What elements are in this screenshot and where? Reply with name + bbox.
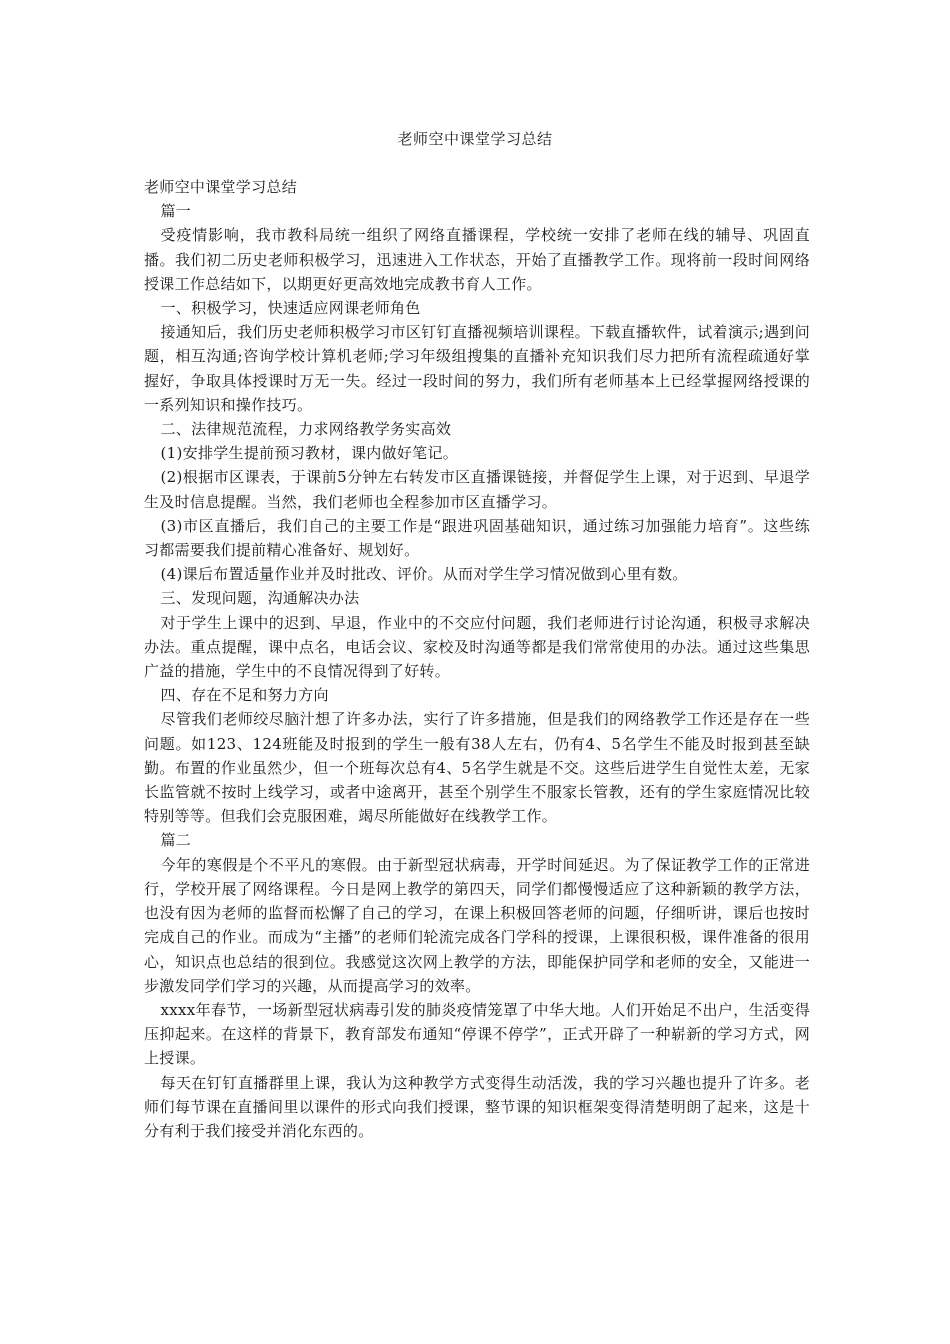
subheading: 一、积极学习，快速适应网课老师角色 bbox=[160, 299, 421, 318]
paragraph: 今年的寒假是个不平凡的寒假。由于新型冠状病毒，开学时间延迟。为了保证教学工作的正常进行，学校开展了网络课程。今日是网上教学的第四天，同学们都慢慢适应了这种新颖的教学方法，也没有因为老师的监督而松懈了自己的学习，在课上积极回答老师的问题，仔细听讲，课后也按时完成自己的作业。而成为“主播”的老师们轮流完成各门学科的授课，上课很积极，课件准备的很用心，知识点也总结的很到位。我感觉这次网上教学的方法，即能保护同学和老师的安全，又能进一步激发同学们学习的兴趣，从而提高学习的效率。 bbox=[144, 855, 810, 995]
paragraph: xxxx年春节，一场新型冠状病毒引发的肺炎疫情笼罩了中华大地。人们开始足不出户，生活变得压抑起来。在这样的背景下，教育部发布通知“停课不停学”，正式开辟了一种崭新的学习方式，网上授课。 bbox=[144, 1000, 810, 1068]
document-body bbox=[144, 175, 810, 1143]
paragraph: 受疫情影响，我市教科局统一组织了网络直播课程，学校统一安排了老师在线的辅导、巩固直播。我们初二历史老师积极学习，迅速进入工作状态，开始了直播教学工作。现将前一段时间网络授课工作总结如下，以期更好更高效地完成教书育人工作。 bbox=[144, 226, 810, 293]
list-item: (3)市区直播后，我们自己的主要工作是“跟进巩固基础知识，通过练习加强能力培育”。这些练习都需要我们提前精心准备好、规划好。 bbox=[144, 516, 810, 560]
page-title: 老师空中课堂学习总结 bbox=[397, 130, 553, 148]
subheading: 四、存在不足和努力方向 bbox=[160, 686, 329, 705]
paragraph: 尽管我们老师绞尽脑汁想了许多办法，实行了许多措施，但是我们的网络教学工作还是存在一些问题。如123、124班能及时报到的学生一般有38人左右，仍有4、5名学生不能及时报到甚至缺勤。布置的作业虽然少，但一个班每次总有4、5名学生就是不交。这些后进学生自觉性太差，无家长监管就不按时上线学习，或者中途离开，甚至个别学生不服家长管教，还有的学生家庭情况比较特别等等。但我们会克服困难，竭尽所能做好在线教学工作。 bbox=[144, 710, 810, 826]
section-label: 篇二 bbox=[160, 831, 192, 850]
section-label: 篇一 bbox=[160, 202, 192, 221]
list-item: (2)根据市区课表，于课前5分钟左右转发市区直播课链接，并督促学生上课，对于迟到、早退学生及时信息提醒。当然，我们老师也全程参加市区直播学习。 bbox=[144, 468, 810, 511]
body-heading: 老师空中课堂学习总结 bbox=[144, 178, 298, 196]
paragraph: 每天在钉钉直播群里上课，我认为这种教学方式变得生动活泼，我的学习兴趣也提升了许多。老师们每节课在直播间里以课件的形式向我们授课，整节课的知识框架变得清楚明朗了起来，这是十分有利于我们接受并消化东西的。 bbox=[144, 1073, 810, 1140]
list-item: (1)安排学生提前预习教材，课内做好笔记。 bbox=[160, 444, 459, 463]
paragraph: 接通知后，我们历史老师积极学习市区钉钉直播视频培训课程。下载直播软件，试着演示;遇到问题，相互沟通;咨询学校计算机老师;学习年级组搜集的直播补充知识我们尽力把所有流程疏通好掌握好，争取具体授课时万无一失。经过一段时间的努力，我们所有老师基本上已经掌握网络授课的一系列知识和操作技巧。 bbox=[144, 323, 810, 414]
subheading: 三、发现问题，沟通解决办法 bbox=[160, 589, 360, 608]
paragraph: 对于学生上课中的迟到、早退，作业中的不交应付问题，我们老师进行讨论沟通，积极寻求解决办法。重点提醒，课中点名，电话会议、家校及时沟通等都是我们常常使用的办法。通过这些集思广益的措施，学生中的不良情况得到了好转。 bbox=[144, 613, 810, 681]
subheading: 二、法律规范流程，力求网络教学务实高效 bbox=[160, 420, 452, 439]
list-item: (4)课后布置适量作业并及时批改、评价。从而对学生学习情况做到心里有数。 bbox=[160, 565, 688, 584]
